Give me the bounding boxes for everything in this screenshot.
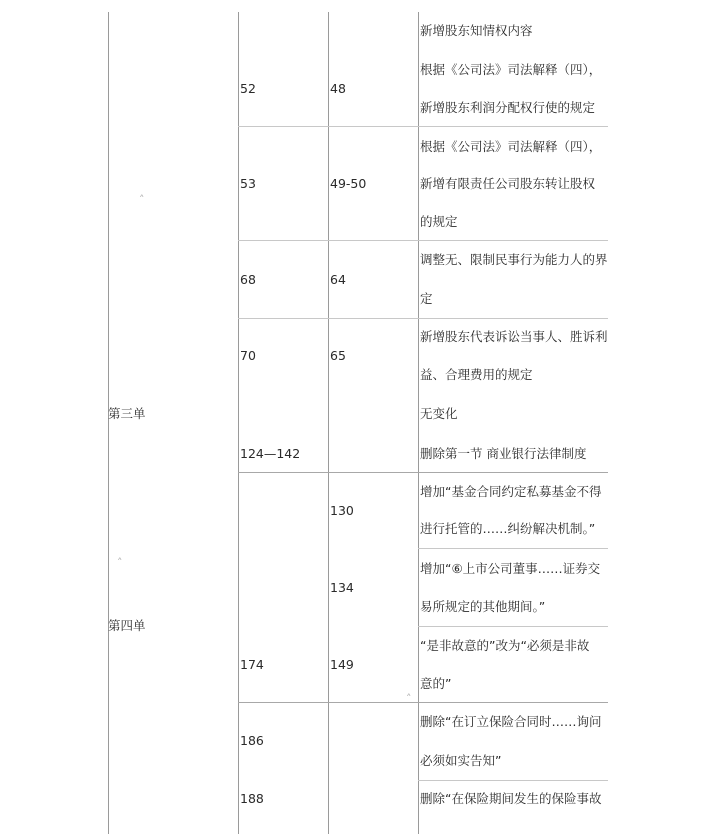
change-description-line: 无变化 <box>420 406 458 421</box>
old-page-cell: 186 <box>240 733 264 748</box>
change-description-line: 定 <box>420 291 433 306</box>
old-page-cell: 53 <box>240 176 256 191</box>
new-page-cell: 149 <box>330 657 354 672</box>
change-description-line: 新增有限责任公司股东转让股权 <box>420 176 596 191</box>
scan-speck: ˄ <box>117 556 123 569</box>
unit-label-3: 第三单 <box>108 406 146 421</box>
change-description-line: 进行托管的……纠纷解决机制。” <box>420 521 596 536</box>
change-description-line: 必须如实告知” <box>420 753 502 768</box>
row-rule <box>418 548 608 549</box>
new-page-cell: 64 <box>330 272 346 287</box>
row-rule <box>238 318 608 319</box>
row-rule <box>238 240 608 241</box>
change-description-line: 新增股东代表诉讼当事人、胜诉利 <box>420 329 608 344</box>
change-description-line: 增加“⑥上市公司董事……证券交 <box>420 561 601 576</box>
row-rule <box>418 626 608 627</box>
old-page-cell: 124—142 <box>240 446 301 461</box>
change-description-line: 新增股东知情权内容 <box>420 23 533 38</box>
old-page-cell: 188 <box>240 791 264 806</box>
row-rule <box>238 702 608 703</box>
change-description-line: 增加“基金合同约定私募基金不得 <box>420 484 602 499</box>
new-page-cell: 65 <box>330 348 346 363</box>
change-description-line: 新增股东利润分配权行使的规定 <box>420 100 596 115</box>
old-page-cell: 174 <box>240 657 264 672</box>
new-page-cell: 130 <box>330 503 354 518</box>
change-description-line: 意的” <box>420 676 452 691</box>
column-rule-4 <box>418 12 419 834</box>
change-description-line: 易所规定的其他期间。” <box>420 599 546 614</box>
change-description-line: 删除“在订立保险合同时……询问 <box>420 714 602 729</box>
change-description-line: 益、合理费用的规定 <box>420 367 533 382</box>
old-page-cell: 70 <box>240 348 256 363</box>
column-rule-2 <box>238 12 239 834</box>
change-description-line: 根据《公司法》司法解释（四）， <box>420 62 602 77</box>
old-page-cell: 68 <box>240 272 256 287</box>
change-description-line: “是非故意的”改为“必须是非故 <box>420 638 590 653</box>
unit-label-4: 第四单 <box>108 618 146 633</box>
column-rule-3 <box>328 12 329 834</box>
new-page-cell: 49-50 <box>330 176 367 191</box>
scan-speck: ˄ <box>406 692 412 705</box>
change-description-line: 删除第一节 商业银行法律制度 <box>420 446 587 461</box>
change-description-line: 调整无、限制民事行为能力人的界 <box>420 252 608 267</box>
row-rule <box>238 126 608 127</box>
column-rule-1 <box>108 12 109 834</box>
old-page-cell: 52 <box>240 81 256 96</box>
change-description-line: 的规定 <box>420 214 458 229</box>
new-page-cell: 134 <box>330 580 354 595</box>
change-description-line: 删除“在保险期间发生的保险事故 <box>420 791 602 806</box>
new-page-cell: 48 <box>330 81 346 96</box>
scan-speck: ˄ <box>139 193 145 206</box>
row-rule <box>238 472 608 473</box>
change-description-line: 根据《公司法》司法解释（四）， <box>420 139 602 154</box>
row-rule <box>418 780 608 781</box>
